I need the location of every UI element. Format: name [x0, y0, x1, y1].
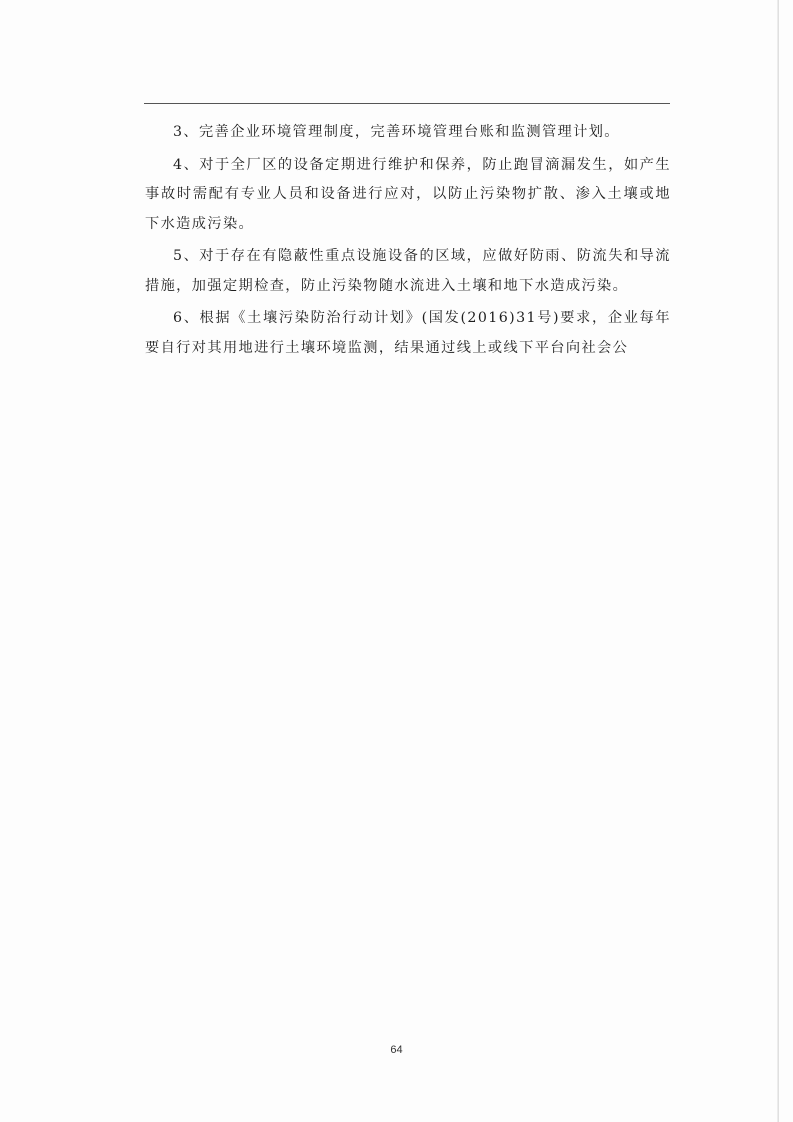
body-text: [145, 118, 671, 366]
paragraph-item-6: 6、根据《土壤污染防治行动计划》(国发(2016)31号)要求，企业每年要自行对其用地进行土壤环境监测，结果通过线上或线下平台向社会公: [145, 310, 671, 356]
paragraph-item-5: 5、对于存在有隐蔽性重点设施设备的区域，应做好防雨、防流失和导流措施，加强定期检查，防止污染物随水流进入土壤和地下水造成污染。: [145, 248, 671, 294]
scan-edge-shadow: [777, 0, 779, 1122]
paragraph-item-4: 4、对于全厂区的设备定期进行维护和保养，防止跑冒滴漏发生，如产生事故时需配有专业人员和设备进行应对，以防止污染物扩散、渗入土壤或地下水造成污染。: [145, 156, 671, 232]
paragraph-item-3: 3、完善企业环境管理制度，完善环境管理台账和监测管理计划。: [173, 124, 620, 140]
page-number: 64: [390, 1044, 403, 1056]
header-rule: [144, 103, 670, 104]
